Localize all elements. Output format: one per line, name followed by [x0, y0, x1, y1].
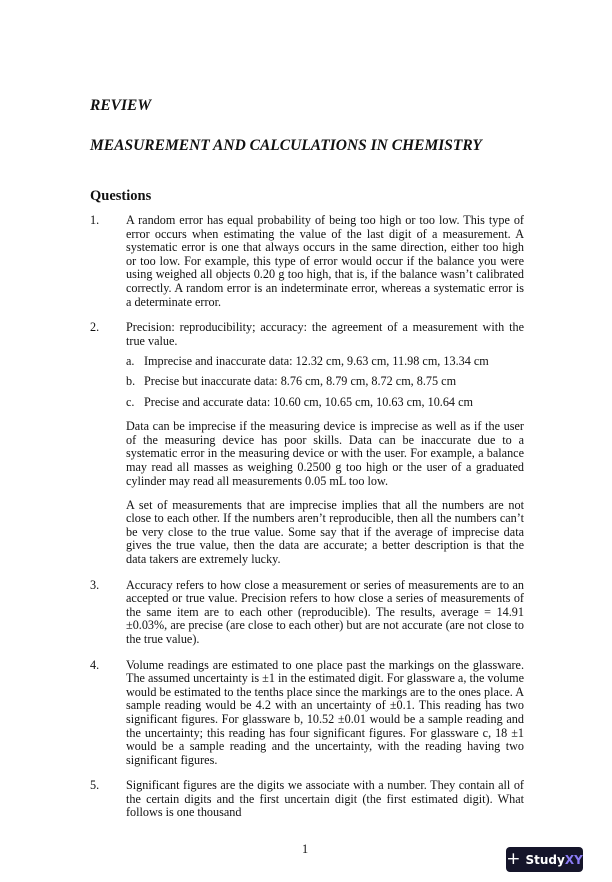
question-5	[90, 779, 524, 820]
question-number: 1.	[90, 213, 100, 227]
question-number: 5.	[90, 778, 100, 793]
answer-paragraph: A random error has equal probability of being too high or too low. This type of error occurs when estimating the value of the last digit of a measurement. A systematic error is one that always occurs in the same direction, either too high or too low. For example, this type of error would occur if the balance you were using weighed all objects 0.20 g too high, that is, if the balance wasn’t calibrated correctly. A random error is an indeterminate error, whereas a systematic error is a determinate error.	[126, 213, 524, 309]
sub-item-text: Precise but inaccurate data: 8.76 cm, 8.79 cm, 8.72 cm, 8.75 cm	[144, 374, 457, 389]
question-1	[90, 214, 524, 309]
answer-paragraph: A set of measurements that are imprecise implies that all the numbers are not close to each other. If the numbers aren’t reproducible, then all the numbers can’t be very close to the true value. Some say that if the average of imprecise data gives the true value, then the data are accurate; a better description is that the data takers are extremely lucky.	[126, 497, 524, 566]
answer-paragraph: Precision: reproducibility; accuracy: the agreement of a measurement with the true value.	[126, 320, 524, 348]
sub-item-b	[126, 375, 524, 389]
sub-item-letter: c.	[126, 394, 135, 409]
section-heading: Questions	[90, 188, 152, 204]
answer-paragraph: Significant figures are the digits we associate with a number. They contain all of the certain digits and the first uncertain digit (the first estimated digit). What follows is one thousand	[126, 778, 524, 820]
document-title: REVIEW	[90, 97, 152, 114]
studyxy-badge[interactable]	[506, 847, 583, 872]
sub-item-c	[126, 396, 524, 410]
question-2	[90, 321, 524, 566]
question-number: 3.	[90, 577, 100, 592]
sub-item-letter: a.	[126, 354, 135, 369]
question-number: 4.	[90, 657, 100, 672]
sub-item-text: Precise and accurate data: 10.60 cm, 10.65 cm, 10.63 cm, 10.64 cm	[144, 394, 473, 409]
question-3	[90, 579, 524, 647]
document-subtitle: MEASUREMENT AND CALCULATIONS IN CHEMISTRY	[90, 137, 482, 154]
badge-xy-text: XY	[564, 852, 583, 867]
sub-item-text: Imprecise and inaccurate data: 12.32 cm, 9.63 cm, 11.98 cm, 13.34 cm	[144, 354, 489, 369]
answer-paragraph: Data can be imprecise if the measuring device is imprecise as well as if the user of the measuring device has poor skills. Data can be inaccurate due to a systematic error in the measuring device or with the user. For example, a balance may read all masses as weighing 0.2500 g too high or the user of a graduated cylinder may read all measurements 0.05 mL too low.	[126, 419, 524, 488]
question-number: 2.	[90, 320, 100, 335]
page-number: 1	[302, 842, 309, 857]
plus-icon: +	[506, 849, 521, 870]
answer-paragraph: Volume readings are estimated to one place past the markings on the glassware. The assumed uncertainty is ±1 in the estimated digit. For glassware a, the volume would be estimated to the tenths place since the markings are to the ones place. A sample reading would be 4.2 with an uncertainty of ±0.1. This reading has two significant figures. For glassware b, 10.52 ±0.01 would be a sample reading and the uncertainty; this reading has four significant figures. For glassware c, 18 ±1 would be a sample reading and the uncertainty, with the reading having two significant figures.	[126, 657, 524, 767]
sub-item-a	[126, 355, 524, 369]
badge-study-text: Study	[525, 852, 565, 867]
answer-paragraph: Accuracy refers to how close a measurement or series of measurements are to an accepted or true value. Precision refers to how close a series of measurements of the same item are to each other (reproducible). The results, average = 14.91 ±0.03%, are precise (are close to each other) but are not accurate (are not close to the true value).	[126, 577, 524, 646]
page-footer	[90, 842, 583, 882]
question-4	[90, 659, 524, 768]
sub-item-letter: b.	[126, 374, 136, 389]
